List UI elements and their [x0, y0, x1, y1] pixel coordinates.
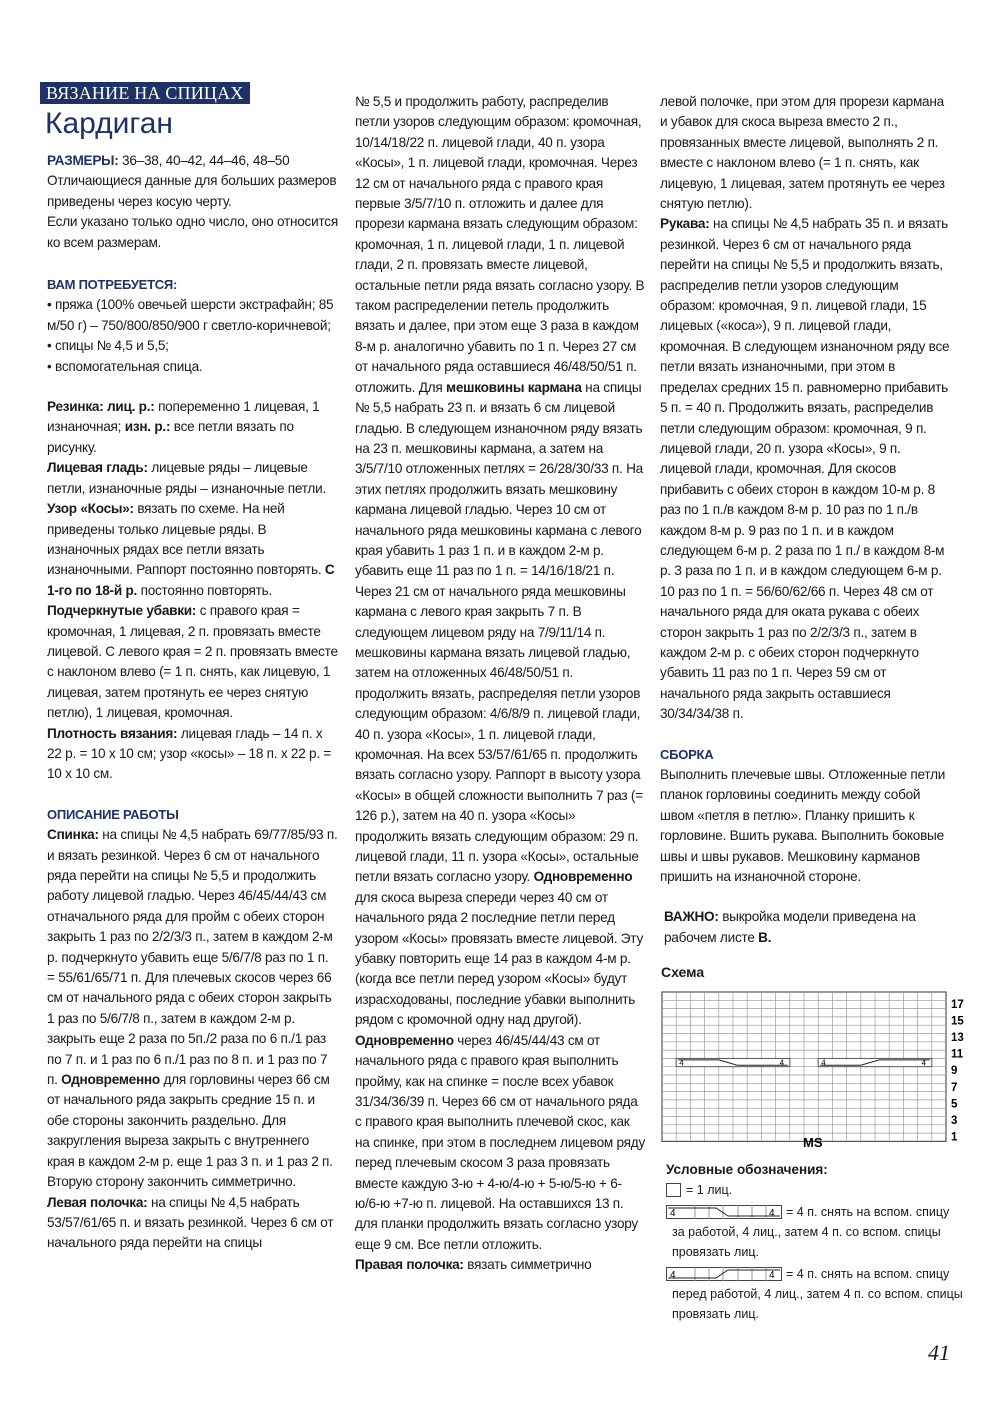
chart-ms-label: MS — [803, 1135, 823, 1150]
row-number: 7 — [951, 1081, 958, 1094]
svg-text:4: 4 — [670, 1270, 676, 1281]
sizes-note: Отличающиеся данные для больших размеров приведены через косую черту. — [47, 173, 337, 209]
cable-front-symbol — [666, 1267, 782, 1281]
sizes: РАЗМЕРЫ: 36–38, 40–42, 44–46, 48–50 — [47, 153, 290, 168]
cable-chart — [660, 990, 980, 1155]
right-front-section: Правая полочка: вязать симметрично — [355, 1257, 592, 1273]
svg-text:4: 4 — [670, 1208, 676, 1219]
schema-label: Схема — [661, 964, 705, 980]
assembly-title: СБОРКА — [660, 746, 714, 762]
left-front-section: Левая полочка: на спицы № 4,5 набрать 53/57/61/65 п. и вязать резинкой. Через 6 см от начального ряда перейти на спицы — [47, 1194, 334, 1251]
work-description-title: ОПИСАНИЕ РАБОТЫ — [47, 806, 179, 822]
legend-item-cable-back: 4 4 = 4 п. снять на вспом. спицу — [666, 1202, 966, 1222]
material-item-3: • вспомогательная спица. — [47, 358, 203, 374]
svg-text:4: 4 — [769, 1270, 775, 1281]
cable-number: 4 — [921, 1058, 927, 1068]
stockinette: Лицевая гладь: лицевые ряды – лицевые петли, изнаночные ряды – изнаночные петли. — [47, 460, 326, 496]
cable-number: 4 — [779, 1058, 785, 1068]
svg-text:4: 4 — [769, 1208, 775, 1219]
chart-row-numbers — [951, 999, 964, 1144]
cable-number: 4 — [821, 1058, 826, 1068]
assembly-text: Выполнить плечевые швы. Отложенные петли планок горловины соединить между собой швом «петля в петлю». Планку пришить к горловине. Вшить рукава. Выполнить боковые швы и швы рукавов. Мешковину карманов пришить на изнаночной стороне. — [660, 767, 946, 885]
legend-title: Условные обозначения: — [666, 1162, 828, 1177]
column-3 — [660, 92, 954, 948]
page-number: 41 — [928, 1340, 950, 1365]
cable-back-symbol — [666, 1205, 782, 1219]
row-number: 17 — [951, 998, 964, 1011]
column-2 — [355, 92, 645, 1276]
cable-pattern: Узор «Косы»: вязать по схеме. На ней приведены только лицевые ряды. В изнаночных рядах все петли вязать изнаночными. Раппорт постоянно повторять. С 1-го по 18-й р. постоянно повторять. — [47, 501, 335, 598]
row-number: 5 — [951, 1098, 958, 1111]
rubric-banner: ВЯЗАНИЕ НА СПИЦАХ — [40, 82, 250, 104]
material-item-2: • спицы № 4,5 и 5,5; — [47, 338, 169, 354]
important-note: ВАЖНО: выкройка модели приведена на рабочем листе В. — [664, 909, 916, 945]
sizes-note-2: Если указано только одно число, оно относится ко всем размерам. — [47, 214, 338, 250]
article-title: Кардиган — [45, 107, 173, 140]
column-1 — [47, 151, 339, 1254]
row-number: 1 — [951, 1131, 958, 1144]
left-front-continued: № 5,5 и продолжить работу, распределив петли узоров следующим образом: кромочная, 10/14/18/22 п. лицевой глади, 40 п. узора «Косы», 1 п. лицевой глади, кромочная. Через 12 см от начального ряда с правого края первые 3/5/7/10 п. отложить и далее для прорези кармана вязать следующим образом: кромочная, 1 п. лицевой глади, 1 п. лицевой глади, 2 п. провязать вместе лицевой, остальные петли ряда вязать согласно узору. В таком распределении петель продолжить вязать и далее, при этом еще 3 раза в каждом 8-м р. аналогично убавить по 1 п. Через 27 см от начального ряда оставшиеся 46/48/50/51 п. отложить. Для мешковины кармана на спицы № 5,5 набрать 23 п. и вязать 6 см лицевой гладью. В следующем изнаночном ряду вязать на 23 п. мешковины кармана, а затем на 3/5/7/10 отложенных петлях = 26/28/30/33 п. На этих петлях продолжить вязать мешковину кармана лицевой гладью. Через 10 см от начального ряда мешковины кармана с левого края убавить 1 раз 1 п. и в каждом 2-м р. убавить еще 11 раз по 1 п. = 14/16/18/21 п. Через 21 см от начального ряда мешковины кармана с левого края закрыть 7 п. В следующем лицевом ряду на 7/9/11/14 п. мешковины кармана вязать лицевой гладью, затем на отложенных 46/48/50/51 п. продолжить вязать, распределяя петли узоров следующим образом: 4/6/8/9 п. лицевой глади, 40 п. узора «Косы», 1 п. лицевой глади, кромочная. На всех 53/57/61/65 п. продолжить вязать согласно узору. Раппорт в высоту узора «Косы» в общей сложности выполнить 7 раз (= 126 р.), затем на 40 п. узора «Косы» продолжить вязать следующим образом: 29 п. лицевой глади, 11 п. узора «Косы», остальные петли вязать согласно узору. Одновременно для скоса выреза спереди через 40 см от начального ряда 2 последние петли перед узором «Косы» провязать вместе лицевой. Эту убавку повторить еще 14 раз в каждом 4-м р. (когда все петли перед узором «Косы» будут израсходованы, последние убавки выполнить рядом с кромочной одну над другой). Одновременно через 46/45/44/43 см от начального ряда с правого края выполнить пройму, как на спинке = после всех убавок 31/34/36/39 п. Через 66 см от начального ряда с правого края выполнить плечевой скос, как на спинке, при этом в последнем лицевом ряду перед плечевым скосом 3 раза провязать вместе каждую 3-ю + 4-ю/4-ю + 5-ю/5-ю + 6-ю/6-ю +7-ю п. лицевой. На оставшихся 13 п. для планки продолжить вязать согласно узору еще 9 см. Все петли отложить. — [355, 94, 646, 1252]
back-section: Спинка: на спицы № 4,5 набрать 69/77/85/93 п. и вязать резинкой. Через 6 см от начального ряда перейти на спицы № 5,5 и продолжить работу лицевой гладью. Через 46/45/44/43 см отначального ряда для пройм с обеих сторон закрыть 1 раз по 2/2/3/3 п., затем в каждом 2-м р. подчеркнуто убавить еще 5/6/7/8 раз по 1 п. = 55/61/65/71 п. Для плечевых скосов через 66 см от начального ряда с обеих сторон закрыть 1 раз по 5/6/7/8 п., затем в каждом 2-м р. закрыть еще 2 раза по 5п./2 раза по 6 п./1 раз по 7 п. и 1 раз по 6 п./1 раз по 8 п. и 1 раз по 7 п. Одновременно для горловины через 66 см от начального ряда закрыть средние 15 п. и обе стороны закончить раздельно. Для закругления выреза закрыть с внутреннего края в каждом 2-м р. еще 1 раз 3 п. и 1 раз 2 п. Вторую сторону закончить симметрично. — [47, 827, 338, 1190]
cable-number: 4 — [679, 1058, 684, 1068]
materials-title: ВАМ ПОТРЕБУЕТСЯ: — [47, 277, 178, 293]
material-item-1: • пряжа (100% овечьей шерсти экстрафайн; 85 м/50 г) – 750/800/850/900 г светло-коричневой; — [47, 297, 334, 333]
sleeves-section: Рукава: на спицы № 4,5 набрать 35 п. и вязать резинкой. Через 6 см от начального ряда перейти на спицы № 5,5 и продолжить вязать, распределив петли узоров следующим образом: кромочная, 9 п. лицевой глади, 15 лицевых («коса»), 9 п. лицевой глади, кромочная. В следующем изнаночном ряду все петли вязать изнаночными, при этом в пределах средних 15 п. равномерно прибавить 5 п. = 40 п. Продолжить вязать, распределив петли следующим образом: кромочная, 9 п. лицевой глади, 20 п. узора «Косы», 9 п. лицевой глади, кромочная. Для скосов прибавить с обеих сторон в каждом 10-м р. 8 раз по 1 п./в каждом 8-м р. 10 раз по 1 п./в каждом 8-м р. 9 раз по 1 п. и в каждом следующем 6-м р. 2 раза по 1 п./ в каждом 8-м р. 3 раза по 1 п. и в каждом следующем 6-м р. 10 раз по 1 п. = 56/60/62/66 п. Через 48 см от начального ряда для оката рукава с обеих сторон закрыть 1 раз по 2/2/3/3 п., затем в каждом 2-м р. с обеих сторон подчеркнуто убавить 11 раз по 1 п. Через 59 см от начального ряда закрыть оставшиеся 30/34/34/38 п. — [660, 216, 950, 722]
rib-pattern: Резинка: лиц. р.: попеременно 1 лицевая, 1 изнаночная; изн. р.: все петли вязать по рисунку. — [47, 399, 320, 455]
right-front-continued: левой полочке, при этом для прорези кармана и убавок для скоса выреза вместо 2 п., провязанных вместе лицевой, выполнять 2 п. вместе с наклоном влево (= 1 п. снять, как лицевую, 1 лицевая, затем протянуть ее через снятую петлю). — [660, 94, 945, 212]
gauge: Плотность вязания: лицевая гладь – 14 п. х 22 р. = 10 х 10 см; узор «косы» – 18 п. х 22 р. = 10 х 10 см. — [47, 725, 332, 782]
legend-item-knit: = 1 лиц. — [666, 1180, 966, 1200]
row-number: 3 — [951, 1114, 958, 1127]
row-number: 15 — [951, 1015, 964, 1028]
legend — [666, 1160, 966, 1324]
decreases: Подчеркнутые убавки: с правого края = кромочная, 1 лицевая, 2 п. провязать вместе лицевой. С левого края = 2 п. провязать вместе с наклоном влево (= 1 п. снять, как лицевую, 1 лицевая, затем протянуть ее через снятую петлю), 1 лицевая, кромочная. — [47, 603, 338, 721]
legend-item-cable-front-desc: перед работой, 4 лиц., затем 4 п. со вспом. спицы провязать лиц. — [672, 1287, 963, 1321]
row-number: 11 — [951, 1048, 964, 1061]
row-number: 13 — [951, 1031, 964, 1044]
legend-item-cable-front: 4 4 = 4 п. снять на вспом. спицу — [666, 1264, 966, 1284]
legend-item-cable-back-desc: за работой, 4 лиц., затем 4 п. со вспом. спицы провязать лиц. — [672, 1225, 941, 1259]
row-number: 9 — [951, 1065, 958, 1078]
knit-stitch-symbol — [666, 1183, 682, 1197]
